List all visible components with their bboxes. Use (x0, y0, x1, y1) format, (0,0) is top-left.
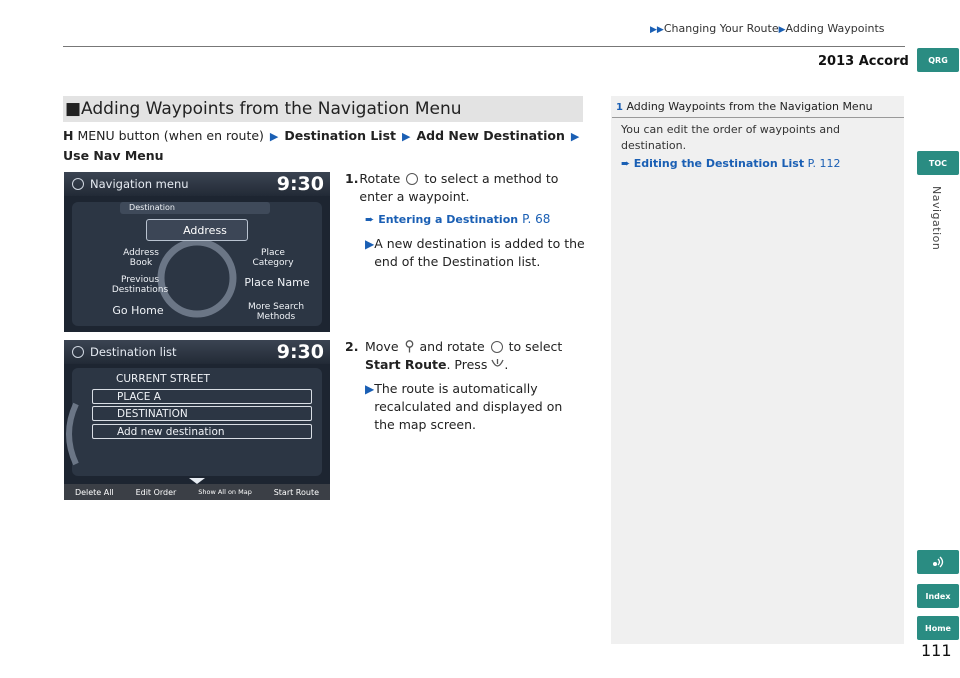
destination-tab[interactable]: Destination (129, 203, 175, 212)
interface-dial-move-icon (405, 340, 414, 353)
home-tab[interactable]: Home (917, 616, 959, 640)
screen-clock: 9:30 (276, 341, 324, 363)
dest-row-add-new[interactable]: Add new destination (92, 424, 312, 439)
result-arrow-icon: ▶ (365, 237, 375, 251)
side-note-panel (611, 96, 904, 644)
step-2: 2. Move and rotate to select Start Route. Press . ▶ The route is automatically recalculated and displayed on the map screen. (345, 339, 563, 432)
dest-list-footer (64, 484, 330, 500)
dest-row-destination[interactable]: DESTINATION (92, 406, 312, 421)
go-home-button[interactable]: Go Home (112, 304, 164, 317)
side-note-title: 1 Adding Waypoints from the Navigation Menu (616, 100, 873, 113)
interface-dial-rotate-icon (491, 341, 503, 353)
dest-row-place-a[interactable]: PLACE A (92, 389, 312, 404)
navigation-menu-screenshot (64, 172, 330, 332)
model-name: 2013 Accord (818, 54, 909, 69)
interface-dial-press-icon (491, 358, 504, 370)
info-icon (72, 346, 84, 358)
menu-path: H MENU button (when en route) ▶ Destination List ▶ Add New Destination ▶ Use Nav Menu (63, 128, 580, 163)
cross-ref-arrow-icon: ➨ (365, 213, 375, 226)
result-arrow-icon: ▶ (365, 382, 375, 396)
info-icon (72, 178, 84, 190)
delete-all-button[interactable]: Delete All (74, 487, 114, 497)
breadcrumb-item-adding-waypoints[interactable]: Adding Waypoints (785, 22, 885, 35)
destination-list-screenshot (64, 340, 330, 500)
breadcrumb-arrow-icon: ▶ (778, 25, 786, 35)
more-search-methods-button[interactable]: More Search Methods (247, 302, 305, 322)
cross-ref-arrow-icon: ➨ (621, 157, 631, 170)
arrow-icon: ▶ (402, 130, 411, 143)
toc-tab[interactable]: TOC (917, 151, 959, 175)
address-button[interactable]: Address (146, 219, 248, 241)
entering-destination-page[interactable]: P. 68 (522, 212, 551, 226)
breadcrumb (650, 22, 885, 35)
screen-title-bar: Destination list (64, 340, 330, 364)
arrow-icon: ▶ (570, 130, 580, 143)
note-marker-icon: 1 (616, 102, 623, 113)
step-1: 1. Rotate to select a method to enter a waypoint. ➨ Entering a Destination P. 68 ▶ A new destination is added to the end of the Destination list. (345, 171, 585, 269)
edit-order-button[interactable]: Edit Order (135, 487, 177, 497)
place-category-button[interactable]: Place Category (252, 248, 294, 268)
show-all-on-map-button[interactable]: Show All on Map (198, 488, 252, 496)
side-note-rule (612, 117, 904, 118)
breadcrumb-item-changing-route[interactable]: Changing Your Route (663, 22, 779, 35)
qrg-tab[interactable]: QRG (917, 48, 959, 72)
header-rule (63, 46, 905, 47)
side-note-body: You can edit the order of waypoints and destination. ➨ Editing the Destination List P. 112 (621, 123, 841, 170)
place-name-button[interactable]: Place Name (244, 276, 310, 289)
previous-destinations-button[interactable]: Previous Destinations (111, 275, 169, 295)
screen-title-bar: Navigation menu (64, 172, 330, 196)
voice-tab[interactable] (917, 550, 959, 574)
page-number: 111 (921, 641, 952, 660)
arrow-icon: ▶ (269, 130, 279, 143)
editing-destination-list-page[interactable]: P. 112 (807, 157, 841, 170)
screen-clock: 9:30 (276, 173, 324, 195)
voice-command-icon (931, 555, 945, 569)
editing-destination-list-link[interactable]: Editing the Destination List (633, 157, 805, 170)
entering-destination-link[interactable]: Entering a Destination (378, 213, 519, 226)
address-book-button[interactable]: Address Book (123, 248, 159, 268)
section-label: Navigation (930, 186, 943, 251)
start-route-button[interactable]: Start Route (273, 487, 320, 497)
home-button-icon: H (63, 128, 74, 143)
dest-row-current-street[interactable]: CURRENT STREET (116, 372, 210, 385)
section-heading: ■Adding Waypoints from the Navigation Menu (63, 96, 583, 122)
interface-dial-rotate-icon (406, 173, 418, 185)
index-tab[interactable]: Index (917, 584, 959, 608)
breadcrumb-arrow-icon: ▶▶ (650, 25, 664, 35)
